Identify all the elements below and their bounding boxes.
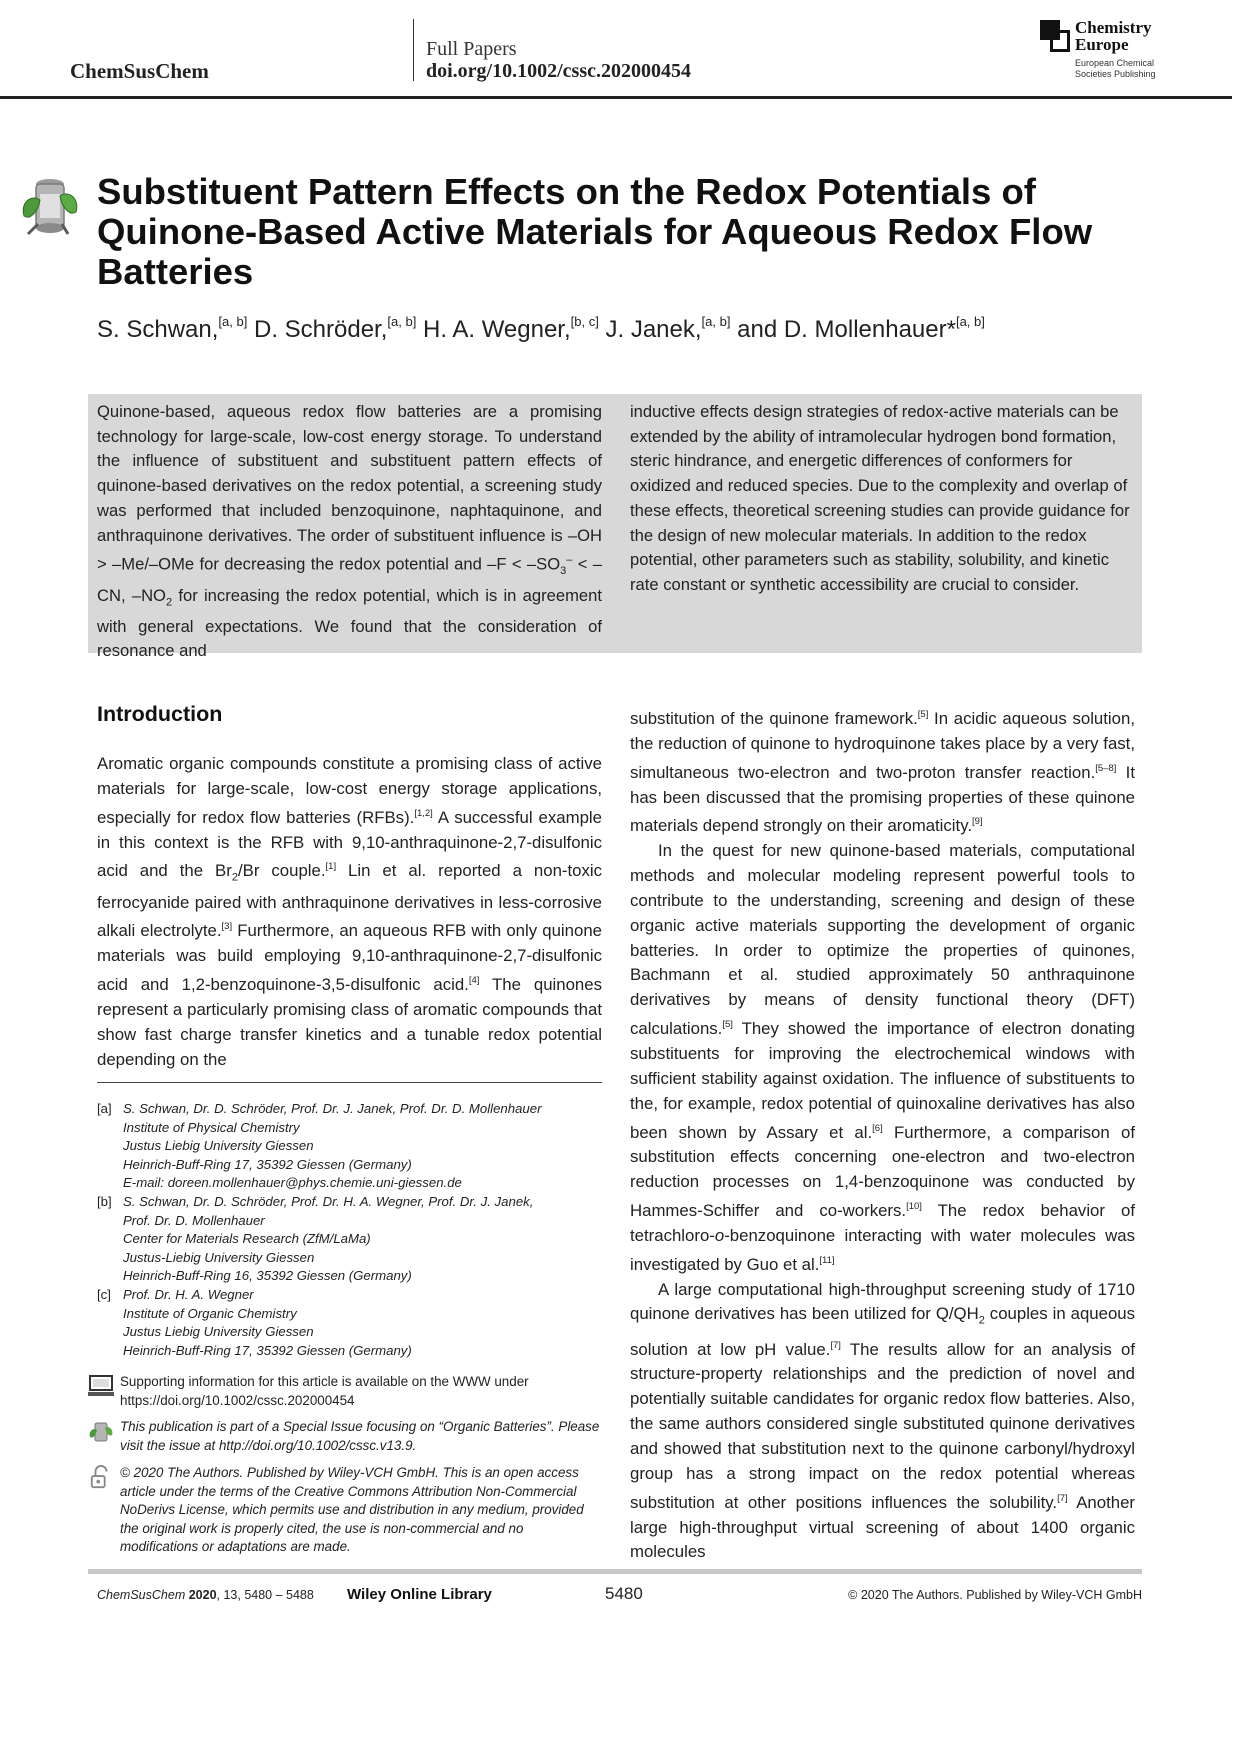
publisher-sub-line2: Societies Publishing	[1075, 69, 1156, 79]
footer-citation	[97, 1588, 314, 1602]
header-rule	[0, 96, 1232, 99]
affiliation-c	[97, 1286, 602, 1360]
text-run: Aromatic organic compounds constitute a promising class of active materials for large-scale, low-cost energy storage applications, especially for redox flow batteries (RFBs).	[97, 754, 602, 827]
text-run: Lin et al. reported a non-toxic ferrocyanide paired with anthraquinone derivatives in less-corrosive alkali electrolyte.	[97, 861, 602, 941]
header-divider	[413, 19, 414, 81]
citation[interactable]: [3]	[221, 921, 233, 933]
affiliation-tag: [a]	[97, 1101, 112, 1116]
doi-link[interactable]: doi.org/10.1002/cssc.202000454	[426, 60, 691, 82]
text-run: A large computational high-throughput screening study of 1710 quinone derivatives has been utilized for Q/QH	[630, 1279, 1135, 1324]
footer-journal: ChemSusChem	[97, 1588, 186, 1602]
author-affiliation: [b, c]	[570, 314, 599, 329]
citation[interactable]: [10]	[906, 1201, 922, 1213]
citation[interactable]: [4]	[468, 975, 480, 987]
citation[interactable]: [5–8]	[1095, 762, 1117, 774]
footer-rule	[88, 1569, 1142, 1574]
citation[interactable]: [7]	[1057, 1492, 1068, 1504]
publisher-name-line1: Chemistry	[1075, 18, 1152, 37]
affiliation-a	[97, 1100, 602, 1193]
affiliation-line: Justus Liebig University Giessen	[123, 1324, 314, 1340]
text-run: The redox behavior of tetrachloro-	[630, 1201, 1135, 1245]
paragraph	[630, 703, 1135, 839]
citation[interactable]: [6]	[872, 1122, 883, 1134]
affiliation-email[interactable]: E-mail: doreen.mollenhauer@phys.chemie.uni-giessen.de	[123, 1175, 462, 1191]
affiliation-b	[97, 1193, 602, 1286]
author-affiliation: [a, b]	[218, 314, 248, 329]
special-issue-badge-icon	[18, 172, 82, 244]
introduction-heading: Introduction	[97, 702, 223, 726]
author-list	[97, 314, 1137, 344]
corresponding-author: and D. Mollenhauer*	[737, 316, 956, 343]
author: D. Schröder,	[254, 316, 388, 343]
publisher-logo[interactable]	[1040, 18, 1200, 82]
intro-left-column	[97, 752, 602, 1072]
citation[interactable]: [1]	[325, 861, 337, 873]
affiliation-line: Center for Materials Research (ZfM/LaMa)	[123, 1231, 371, 1247]
paragraph	[630, 1278, 1135, 1566]
special-issue-text[interactable]: This publication is part of a Special Issue focusing on “Organic Batteries”. Please visit the issue at http://doi.org/10.1002/cssc.v13.9.	[120, 1419, 600, 1453]
license-note	[88, 1464, 603, 1557]
page-number: 5480	[605, 1584, 643, 1603]
text-run: The results allow for an analysis of structure-property relationships and the prediction of novel and potentially suitable candidates for organic redox flow batteries. Also, the same authors considered single substituted quinone derivatives and showed that substitution next to the quinone carbonyl/hydroxyl group has a strong impact on the redox potential whereas substitution at other positions influences the solubility.	[630, 1339, 1135, 1512]
footer-year: 2020	[188, 1588, 217, 1602]
supporting-info-note	[88, 1373, 603, 1410]
citation[interactable]: [11]	[819, 1254, 835, 1266]
text-run: A successful example in this context is the RFB with 9,10-anthraquinone-2,7-disulfonic acid and the Br	[97, 807, 602, 881]
citation[interactable]: [5]	[917, 709, 929, 720]
paragraph	[630, 839, 1135, 1277]
author-affiliation: [a, b]	[387, 314, 417, 329]
section-type: Full Papers	[426, 38, 517, 60]
text-run: couples in aqueous solution at low pH value.	[630, 1304, 1135, 1359]
text-run: Furthermore, a comparison of substitution effects concerning one-electron and two-electron reduction processes on 1,4-benzoquinone was conducted by Hammes-Schiffer and co-workers.	[630, 1122, 1135, 1221]
supporting-info-text[interactable]: Supporting information for this article is available on the WWW under https://doi.org/10.1002/cssc.202000454	[120, 1374, 529, 1408]
affiliation-tag: [b]	[97, 1194, 112, 1209]
author-affiliation: [a, b]	[955, 314, 985, 329]
publisher-name-line2: Europe	[1075, 35, 1129, 54]
computer-icon	[88, 1374, 114, 1398]
abstract-right-column: inductive effects design strategies of redox-active materials can be extended by the ability of intramolecular hydrogen bond formation, steric hindrance, and energetic differences of conformers for oxidized and reduced species. Due to the complexity and overlap of these effects, theoretical screening studies can provide guidance for the design of new molecular materials. In addition to the redox potential, other parameters such as stability, solubility, and kinetic rate constant or synthetic accessibility are crucial to consider.	[630, 402, 1130, 594]
text-run: The quinones represent a particularly promising class of aromatic compounds that show fast charge transfer kinetics and a tunable redox potential depending on the	[97, 975, 602, 1069]
abstract-text: Quinone-based, aqueous redox flow batteries are a promising technology for large-scale, low-cost energy storage. To understand the influence of substituent and substituent pattern effects of quinone-based derivatives on the redox potential, a screening study was performed that included benzoquinone, naphtaquinone, and anthraquinone derivatives. The order of substituent influence is –OH > –Me/–OMe for decreasing the redox potential and –F < –SO	[97, 402, 602, 574]
publisher-logo-icon	[1040, 20, 1070, 52]
affiliation-tag: [c]	[97, 1287, 111, 1302]
citation[interactable]: [9]	[972, 816, 983, 828]
superscript: –	[566, 554, 573, 567]
text-run: In the quest for new quinone-based materials, computational methods and molecular modeling represent powerful tools to contribute to the understanding, screening and design of these organic active materials supporting the development of organic batteries. In order to optimize the properties of quinones, Bachmann et al. studied approximately 50 anthraquinone derivatives by means of density functional theory (DFT) calculations.	[630, 841, 1135, 1039]
citation[interactable]: [5]	[722, 1019, 733, 1031]
abstract-text: < –CN, –NO	[97, 554, 603, 605]
affiliation-line: S. Schwan, Dr. D. Schröder, Prof. Dr. H. A. Wegner, Prof. Dr. J. Janek,	[123, 1194, 534, 1209]
citation[interactable]: [1,2]	[414, 807, 433, 819]
journal-name: ChemSusChem	[70, 59, 209, 83]
footer-volume-pages: , 13, 5480 – 5488	[216, 1588, 314, 1602]
affiliation-line: Heinrich-Buff-Ring 17, 35392 Giessen (Germany)	[123, 1156, 412, 1172]
text-run: It has been discussed that the promising properties of these quinone materials depend strongly on their aromaticity.	[630, 762, 1135, 836]
article-title: Substituent Pattern Effects on the Redox Potentials of Quinone-Based Active Materials for Aqueous Redox Flow Batteries	[97, 171, 1093, 292]
text-run: Another large high-throughput virtual screening of about 1400 organic molecules	[630, 1492, 1135, 1562]
affiliation-line: S. Schwan, Dr. D. Schröder, Prof. Dr. J. Janek, Prof. Dr. D. Mollenhauer	[123, 1101, 542, 1116]
open-access-lock-icon	[88, 1465, 114, 1489]
special-issue-note	[88, 1418, 603, 1455]
affiliation-line: Prof. Dr. H. A. Wegner	[123, 1287, 254, 1302]
footnote-rule	[97, 1082, 602, 1083]
affiliation-line: Heinrich-Buff-Ring 17, 35392 Giessen (Germany)	[123, 1342, 412, 1358]
footer-copyright: © 2020 The Authors. Published by Wiley-VCH GmbH	[848, 1588, 1142, 1602]
citation[interactable]: [7]	[830, 1339, 841, 1351]
text-run: In acidic aqueous solution, the reduction of quinone to hydroquinone takes place by a very fast, simultaneous two-electron and two-proton transfer reaction.	[630, 709, 1135, 782]
text-run: They showed the importance of electron donating substituents for improving the electrochemical windows with sufficient stability against oxidation. The influence of substituents to the, for example, redox potential of quinoxaline derivatives has also been shown by Assary et al.	[630, 1019, 1135, 1142]
affiliation-line: Prof. Dr. D. Mollenhauer	[123, 1212, 265, 1228]
affiliation-line: Justus-Liebig University Giessen	[123, 1249, 315, 1265]
abstract-text: for increasing the redox potential, which is in agreement with general expectations. We found that the consideration of resonance and	[97, 585, 603, 661]
license-text: © 2020 The Authors. Published by Wiley-VCH GmbH. This is an open access article under the terms of the Creative Commons Attribution Non-Commercial NoDerivs License, which permits use and distribution in any medium, provided the original work is properly cited, the use is non-commercial and no modifications or adaptations are made.	[120, 1465, 584, 1555]
affiliation-line: Heinrich-Buff-Ring 16, 35392 Giessen (Germany)	[123, 1268, 412, 1284]
text-run: Furthermore, an aqueous RFB with only quinone materials was build employing 9,10-anthraquinone-2,7-disulfonic acid and 1,2-benzoquinone-3,5-disulfonic acid.	[97, 921, 602, 995]
affiliation-line: Institute of Organic Chemistry	[123, 1305, 297, 1321]
publisher-sub-line1: European Chemical	[1075, 58, 1155, 68]
wiley-online-library-link[interactable]: Wiley Online Library	[347, 1586, 492, 1603]
subscript: 3	[560, 565, 567, 578]
affiliation-line: Institute of Physical Chemistry	[123, 1119, 300, 1135]
subscript: 2	[231, 871, 238, 884]
author: S. Schwan,	[97, 316, 219, 343]
subscript: 2	[165, 596, 173, 609]
subscript: 2	[978, 1314, 985, 1327]
abstract-left-column	[97, 400, 602, 664]
text-run: substitution of the quinone framework.	[630, 709, 918, 728]
affiliation-line: Justus Liebig University Giessen	[123, 1138, 314, 1154]
special-issue-badge-icon	[88, 1419, 114, 1447]
italic-text: o	[714, 1225, 725, 1245]
text-run: /Br couple.	[237, 861, 326, 881]
author-affiliation: [a, b]	[701, 314, 731, 329]
intro-right-column	[630, 703, 1135, 1565]
author: H. A. Wegner,	[423, 316, 571, 343]
text-run: -benzoquinone interacting with water molecules was investigated by Guo et al.	[630, 1225, 1135, 1274]
author: J. Janek,	[605, 316, 702, 343]
paragraph	[97, 752, 602, 1072]
